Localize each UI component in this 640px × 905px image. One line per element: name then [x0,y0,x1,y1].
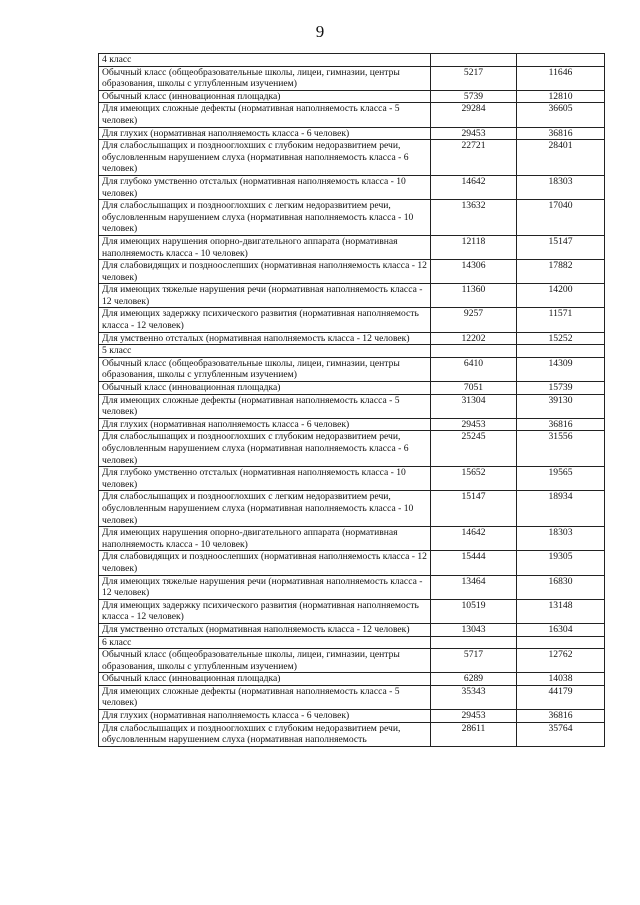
class-type-label: Для имеющих тяжелые нарушения речи (нормативная наполняемость класса - 12 человек) [99,284,431,308]
class-type-label: Для глухих (нормативная наполняемость класса - 6 человек) [99,710,431,723]
value-col-2: 17040 [517,200,605,236]
value-col-2: 19305 [517,551,605,575]
value-col-1: 13632 [431,200,517,236]
value-col-1: 5717 [431,649,517,673]
class-type-label: Для имеющих тяжелые нарушения речи (нормативная наполняемость класса - 12 человек) [99,575,431,599]
value-col-1: 29453 [431,710,517,723]
class-type-label: Обычный класс (инновационная площадка) [99,90,431,103]
value-col-2: 36816 [517,710,605,723]
value-col-2 [517,636,605,649]
value-col-2: 31556 [517,431,605,467]
table-row [99,90,605,103]
funding-table-body [99,54,605,747]
table-row [99,491,605,527]
table-row [99,284,605,308]
value-col-1: 35343 [431,685,517,709]
grade-label: 5 класс [99,345,431,358]
value-col-1: 14642 [431,527,517,551]
table-row [99,394,605,418]
value-col-1: 5217 [431,66,517,90]
value-col-1: 12202 [431,332,517,345]
grade-header-row [99,54,605,67]
value-col-2: 15252 [517,332,605,345]
table-row [99,308,605,332]
table-row [99,467,605,491]
value-col-1: 28611 [431,722,517,746]
value-col-2: 11646 [517,66,605,90]
table-row [99,649,605,673]
table-row [99,66,605,90]
grade-header-row [99,636,605,649]
value-col-2: 44179 [517,685,605,709]
table-row [99,332,605,345]
class-type-label: Для слабослышащих и позднооглохших с глубоким недоразвитием речи, обусловленным нарушением слуха (нормативная наполняемость класса - 6 человек) [99,431,431,467]
class-type-label: Для глухих (нормативная наполняемость класса - 6 человек) [99,418,431,431]
grade-label: 6 класс [99,636,431,649]
class-type-label: Для глубоко умственно отсталых (нормативная наполняемость класса - 10 человек) [99,467,431,491]
class-type-label: Для слабослышащих и позднооглохших с глубоким недоразвитием речи, обусловленным нарушением слуха (нормативная наполняемость [99,722,431,746]
class-type-label: Для имеющих задержку психического развития (нормативная наполняемость класса - 12 человек) [99,599,431,623]
class-type-label: Для глухих (нормативная наполняемость класса - 6 человек) [99,127,431,140]
value-col-2: 12810 [517,90,605,103]
value-col-1: 15652 [431,467,517,491]
value-col-2: 36605 [517,103,605,127]
table-row [99,685,605,709]
value-col-1: 10519 [431,599,517,623]
class-type-label: Для имеющих нарушения опорно-двигательного аппарата (нормативная наполняемость класса - 10 человек) [99,527,431,551]
page-number: 9 [315,22,325,41]
value-col-1: 14306 [431,260,517,284]
value-col-1: 22721 [431,140,517,176]
value-col-2: 36816 [517,418,605,431]
table-row [99,527,605,551]
value-col-2: 17882 [517,260,605,284]
class-type-label: Обычный класс (общеобразовательные школы, лицеи, гимназии, центры образования, школы с углубленным изучением) [99,66,431,90]
value-col-1: 13043 [431,623,517,636]
value-col-2: 39130 [517,394,605,418]
value-col-1: 25245 [431,431,517,467]
value-col-1 [431,636,517,649]
class-type-label: Для глубоко умственно отсталых (нормативная наполняемость класса - 10 человек) [99,175,431,199]
value-col-1: 6410 [431,357,517,381]
class-type-label: Для имеющих нарушения опорно-двигательного аппарата (нормативная наполняемость класса - 10 человек) [99,235,431,259]
table-row [99,127,605,140]
value-col-2: 15147 [517,235,605,259]
value-col-1: 6289 [431,673,517,686]
class-type-label: Для имеющих сложные дефекты (нормативная наполняемость класса - 5 человек) [99,394,431,418]
value-col-2: 18303 [517,527,605,551]
value-col-1: 7051 [431,382,517,395]
value-col-1: 15147 [431,491,517,527]
value-col-2: 36816 [517,127,605,140]
class-type-label: Обычный класс (инновационная площадка) [99,382,431,395]
funding-table [98,53,605,747]
value-col-2: 14309 [517,357,605,381]
table-row [99,575,605,599]
value-col-2: 16830 [517,575,605,599]
value-col-1: 12118 [431,235,517,259]
value-col-1: 9257 [431,308,517,332]
value-col-1: 11360 [431,284,517,308]
value-col-2: 19565 [517,467,605,491]
table-row [99,235,605,259]
value-col-1: 31304 [431,394,517,418]
class-type-label: Для слабослышащих и позднооглохших с глубоким недоразвитием речи, обусловленным нарушением слуха (нормативная наполняемость класса - 6 человек) [99,140,431,176]
table-row [99,623,605,636]
table-row [99,551,605,575]
value-col-2 [517,345,605,358]
value-col-2: 18303 [517,175,605,199]
class-type-label: Для имеющих задержку психического развития (нормативная наполняемость класса - 12 человек) [99,308,431,332]
table-row [99,200,605,236]
class-type-label: Для умственно отсталых (нормативная наполняемость класса - 12 человек) [99,623,431,636]
class-type-label: Для слабовидящих и поздноослепших (нормативная наполняемость класса - 12 человек) [99,551,431,575]
table-row [99,175,605,199]
class-type-label: Обычный класс (общеобразовательные школы, лицеи, гимназии, центры образования, школы с углубленным изучением) [99,357,431,381]
table-row [99,710,605,723]
class-type-label: Для слабослышащих и позднооглохших с легким недоразвитием речи, обусловленным нарушением слуха (нормативная наполняемость класса - 10 человек) [99,491,431,527]
class-type-label: Обычный класс (общеобразовательные школы, лицеи, гимназии, центры образования, школы с углубленным изучением) [99,649,431,673]
value-col-1: 5739 [431,90,517,103]
table-row [99,140,605,176]
class-type-label: Для имеющих сложные дефекты (нормативная наполняемость класса - 5 человек) [99,103,431,127]
table-row [99,382,605,395]
value-col-2: 28401 [517,140,605,176]
grade-label: 4 класс [99,54,431,67]
class-type-label: Для имеющих сложные дефекты (нормативная наполняемость класса - 5 человек) [99,685,431,709]
table-row [99,599,605,623]
table-row [99,103,605,127]
table-row [99,673,605,686]
value-col-2: 18934 [517,491,605,527]
table-row [99,722,605,746]
value-col-2: 35764 [517,722,605,746]
value-col-2: 14200 [517,284,605,308]
value-col-1: 29284 [431,103,517,127]
value-col-1: 29453 [431,127,517,140]
value-col-1 [431,345,517,358]
class-type-label: Обычный класс (инновационная площадка) [99,673,431,686]
value-col-2: 15739 [517,382,605,395]
value-col-1: 14642 [431,175,517,199]
value-col-1 [431,54,517,67]
value-col-2: 14038 [517,673,605,686]
class-type-label: Для умственно отсталых (нормативная наполняемость класса - 12 человек) [99,332,431,345]
table-row [99,260,605,284]
value-col-2 [517,54,605,67]
value-col-2: 11571 [517,308,605,332]
value-col-2: 12762 [517,649,605,673]
table-row [99,357,605,381]
value-col-2: 16304 [517,623,605,636]
table-row [99,418,605,431]
class-type-label: Для слабослышащих и позднооглохших с легким недоразвитием речи, обусловленным нарушением слуха (нормативная наполняемость класса - 10 человек) [99,200,431,236]
value-col-1: 29453 [431,418,517,431]
class-type-label: Для слабовидящих и поздноослепших (нормативная наполняемость класса - 12 человек) [99,260,431,284]
value-col-2: 13148 [517,599,605,623]
table-row [99,431,605,467]
value-col-1: 15444 [431,551,517,575]
value-col-1: 13464 [431,575,517,599]
grade-header-row [99,345,605,358]
